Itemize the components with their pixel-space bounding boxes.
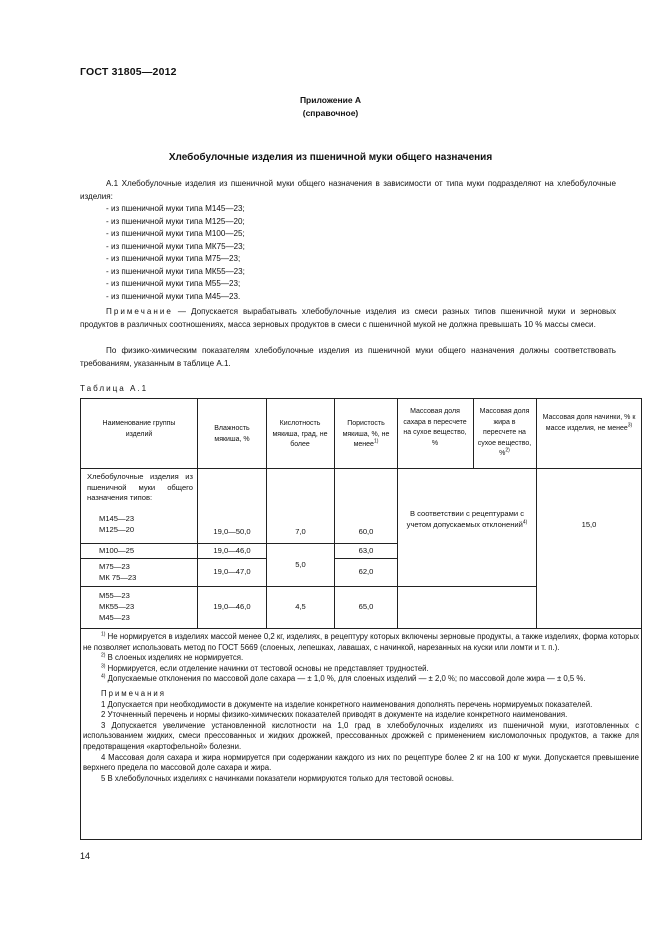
footnote: $^{3)}$ Нормируется, если отделение начинки от тестовой основы не представляет трудностей.: [101, 663, 429, 673]
note-paragraph: [80, 306, 616, 331]
header-filling: Массовая доля начинки, % к массе изделия, не менее$^{3)}$: [542, 414, 636, 432]
list-item: - из пшеничной муки типа МК75—23;: [106, 241, 245, 251]
row-name: М45—23: [99, 613, 130, 622]
moisture-value: 19,0—47,0: [213, 567, 251, 576]
porosity-value: 65,0: [358, 602, 374, 611]
list-item: - из пшеничной муки типа М100—25;: [106, 229, 245, 238]
appendix-type: (справочное): [302, 108, 359, 118]
note-item: 2 Уточненный перечень и нормы физико-химических показателей приводят в документе на изделие конкретного наименования.: [101, 710, 568, 720]
acidity-value: 5,0: [295, 560, 306, 569]
row-name: МК55—23: [99, 602, 135, 611]
list-item: - из пшеничной муки типа М75—23;: [106, 254, 241, 263]
filling-value: 15,0: [581, 520, 597, 529]
row-name: М55—23: [99, 591, 130, 600]
list-item: - из пшеничной муки типа М125—20;: [106, 216, 245, 226]
list-item: - из пшеничной муки типа М55—23;: [106, 279, 241, 288]
document-header: ГОСТ 31805—2012: [80, 66, 177, 78]
moisture-value: 19,0—50,0: [213, 527, 251, 536]
note-label: Примечание: [106, 307, 173, 316]
note-item: 3 Допускается увеличение установленной кислотности на 1,0 град в хлебобулочных изделиях из пшеничной муки, изготовленных с использованием жидких, смеси прессованных и жидких дрожжей, прессованных дрожжей с применением кисломолочных продуктов, а также для предотвращения «картофельной» болезни.: [83, 720, 639, 751]
acidity-value: 4,5: [295, 602, 306, 611]
row-name: М145—23: [99, 514, 135, 523]
note-text: — Допускается вырабатывать хлебобулочные изделия из смеси разных типов пшеничной муки и зерновых продуктов в различных соотношениях, масса зерновых продуктов в смеси с пшеничной мукой не должна превышать 10 % массы смеси.: [80, 307, 616, 329]
note-item: 5 В хлебобулочных изделиях с начинками показатели нормируются только для тестовой основы.: [101, 773, 454, 783]
porosity-value: 63,0: [358, 546, 374, 555]
porosity-value: 62,0: [358, 567, 374, 576]
table-caption: Таблица А.1: [80, 384, 149, 393]
moisture-value: 19,0—46,0: [213, 602, 251, 611]
paragraph-a1-text: А.1 Хлебобулочные изделия из пшеничной муки общего назначения в зависимости от типа муки подразделяют на хлебобулочные изделия:: [80, 179, 616, 201]
footnote: $^{1)}$ Не нормируется в изделиях массой менее 0,2 кг, изделиях, в рецептуру которых включены зерновые продукты, а также изделиях, форма которых не позволяет использовать метод по ГОСТ 5669 (слоеных, лепешках, лавашах, с начинкой, нарезанных на куски или ломти и т. п.).: [83, 631, 639, 652]
paragraph-a1: [80, 178, 616, 203]
footnote: $^{4)}$ Допускаемые отклонения по массовой доле сахара — ± 1,0 %, для слоеных изделий — ± 2,0 %; по массовой доле жира — ± 0,5 %.: [101, 673, 586, 684]
header-moisture: Влажность мякиша, %: [214, 425, 250, 443]
appendix-title: Хлебобулочные изделия из пшеничной муки общего назначения: [168, 152, 493, 163]
row-name: М100—25: [99, 546, 135, 555]
paragraph-requirements: [80, 345, 616, 370]
porosity-value: 60,0: [358, 527, 374, 536]
note-item: 4 Массовая доля сахара и жира нормируется при содержании каждого из них по рецептуре более 2 кг на 100 кг муки. Допускается превышение верхнего предела по массовой доле сахара и жира.: [83, 752, 639, 773]
header-sugar: Массовая доля сахара в пересчете на сухое вещество, %: [403, 408, 467, 447]
note-item: 1 Допускается при необходимости в документе на изделие конкретного наименования дополнять перечень нормируемых показателей.: [101, 699, 593, 709]
acidity-value: 7,0: [295, 527, 306, 536]
list-item: - из пшеничной муки типа М45—23.: [106, 291, 241, 301]
row-name: М75—23: [99, 562, 130, 571]
header-group-name: Наименование группы изделий: [102, 420, 176, 438]
header-porosity: Пористость мякиша, %, не менее$^{1)}$: [342, 420, 390, 448]
row-name: М125—20: [99, 525, 135, 534]
group-title: Хлебобулочные изделия из пшеничной муки общего назначения типов:: [87, 472, 193, 502]
header-acidity: Кислотность мякиша, град, не более: [272, 420, 328, 448]
footnote: $^{2)}$ В слоеных изделиях не нормируется.: [101, 652, 244, 663]
table-footnotes: [83, 630, 639, 784]
list-item: - из пшеничной муки типа М145—23;: [106, 204, 245, 213]
moisture-value: 19,0—46,0: [213, 546, 251, 555]
header-fat: Массовая доля жира в пересчете на сухое вещество, %$^{2)}$: [477, 408, 532, 457]
flour-type-list: [106, 203, 245, 303]
sugar-fat-value: В соответствии с рецептурами с учетом допускаемых отклонений$^{4)}$: [406, 509, 528, 529]
list-item: - из пшеничной муки типа МК55—23;: [106, 266, 245, 276]
table-a1: [80, 398, 642, 840]
appendix-label: Приложение А: [299, 95, 362, 105]
paragraph-requirements-text: По физико-химическим показателям хлебобулочные изделия из пшеничной муки общего назначения должны соответствовать требованиям, указанным в таблице А.1.: [80, 346, 616, 368]
row-name: МК 75—23: [99, 573, 137, 582]
page-number: 14: [80, 851, 91, 861]
notes-title: Примечания: [101, 688, 167, 698]
